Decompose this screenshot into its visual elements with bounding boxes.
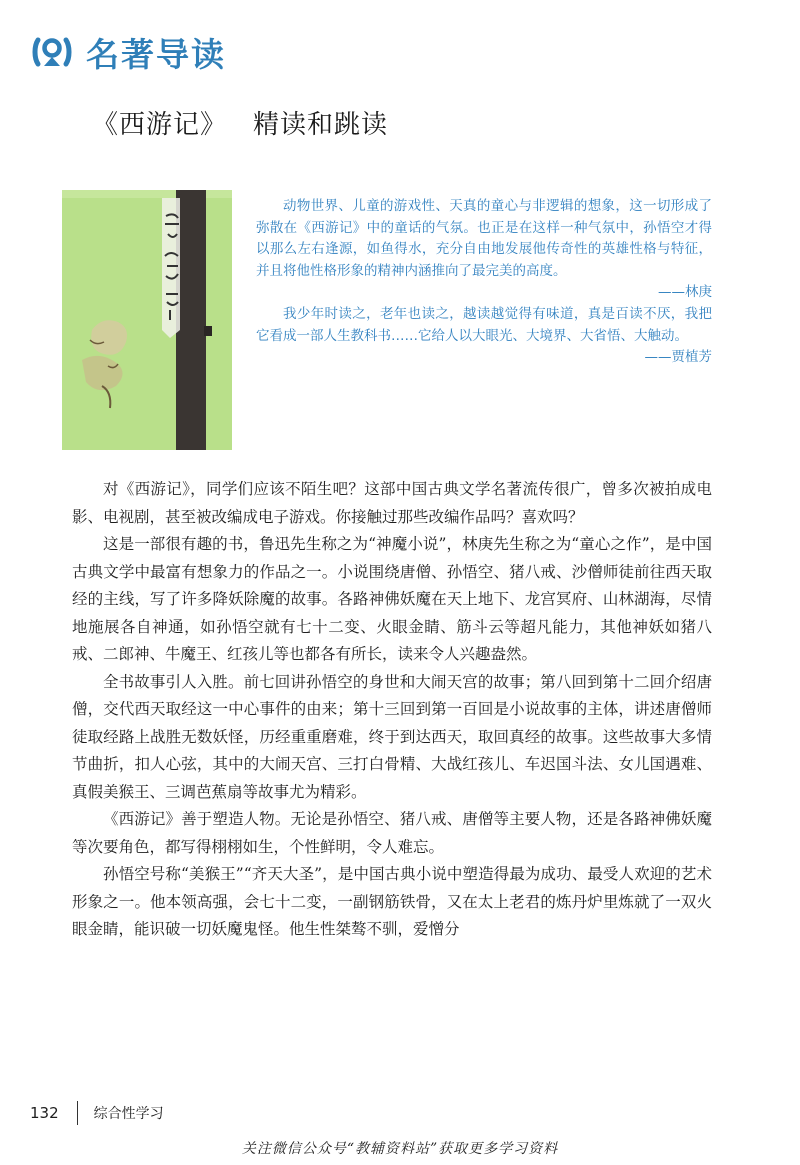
body-text [72,476,712,944]
quote-author: ——贾植芳 [644,349,712,366]
paragraph: 对《西游记》，同学们应该不陌生吧？这部中国古典文学名著流传很广，曾多次被拍成电影、电视剧，甚至被改编成电子游戏。你接触过那些改编作品吗？喜欢吗？ [72,480,712,526]
section-header [30,30,226,74]
quote-text: 我少年时读之，老年也读之，越读越觉得有味道，真是百读不厌，我把它看成一部人生教科书……它给人以大眼光、大境界、大省悟、大触动。 [256,305,712,344]
paragraph: 全书故事引人入胜。前七回讲孙悟空的身世和大闹天宫的故事；第八回到第十二回介绍唐僧，交代西天取经这一中心事件的由来；第十三回到第一百回是小说故事的主体，讲述唐僧师徒取经路上战胜无数妖怪，历经重重磨难，终于到达西天，取回真经的故事。这些故事大多情节曲折，扣人心弦，其中的大闹天宫、三打白骨精、大战红孩儿、车迟国斗法、女儿国遇难、真假美猴王、三调芭蕉扇等故事尤为精彩。 [72,672,712,801]
paragraph: 孙悟空号称“美猴王”“齐天大圣”，是中国古典小说中塑造得最为成功、最受人欢迎的艺术形象之一。他本领高强，会七十二变，一副钢筋铁骨，又在太上老君的炼丹炉里炼就了一双火眼金睛，能识破一切妖魔鬼怪。他生性桀骜不驯，爱憎分 [72,865,712,938]
page-footer [30,1100,164,1126]
watermark-text: 关注微信公众号“教辅资料站”获取更多学习资料 [241,1141,559,1157]
footer-divider [77,1101,78,1125]
article-title [92,104,388,141]
article-subtitle: 精读和跳读 [253,110,389,140]
section-title: 名著导读 [86,34,226,74]
footer-section-label: 综合性学习 [93,1106,164,1122]
paragraph: 这是一部很有趣的书，鲁迅先生称之为“神魔小说”，林庚先生称之为“童心之作”，是中国古典文学中最富有想象力的作品之一。小说围绕唐僧、孙悟空、猪八戒、沙僧师徒前往西天取经的主线，写了许多降妖除魔的故事。各路神佛妖魔在天上地下、龙宫冥府、山林湖海，尽情地施展各自神通，如孙悟空就有七十二变、火眼金睛、筋斗云等超凡能力，其他神妖如猪八戒、二郎神、牛魔王、红孩儿等也都各有所长，读来令人兴趣盎然。 [72,535,712,663]
page-number: 132 [30,1104,59,1122]
book-title: 《西游记》 [92,110,228,140]
paragraph: 《西游记》善于塑造人物。无论是孙悟空、猪八戒、唐僧等主要人物，还是各路神佛妖魔等次要角色，都写得栩栩如生，个性鲜明，令人难忘。 [72,810,712,856]
quote-author: ——林庚 [658,284,712,301]
reading-icon [30,30,74,74]
intro-quotes [256,196,712,369]
quote-text: 动物世界、儿童的游戏性、天真的童心与非逻辑的想象，这一切形成了弥散在《西游记》中的童话的气氛。也正是在这样一种气氛中，孙悟空才得以那么左右逢源，如鱼得水，充分自由地发展他传奇性的英雄性格与特征，并且将他性格形象的精神内涵推向了最完美的高度。 [256,198,712,279]
book-cover-image [62,190,232,450]
